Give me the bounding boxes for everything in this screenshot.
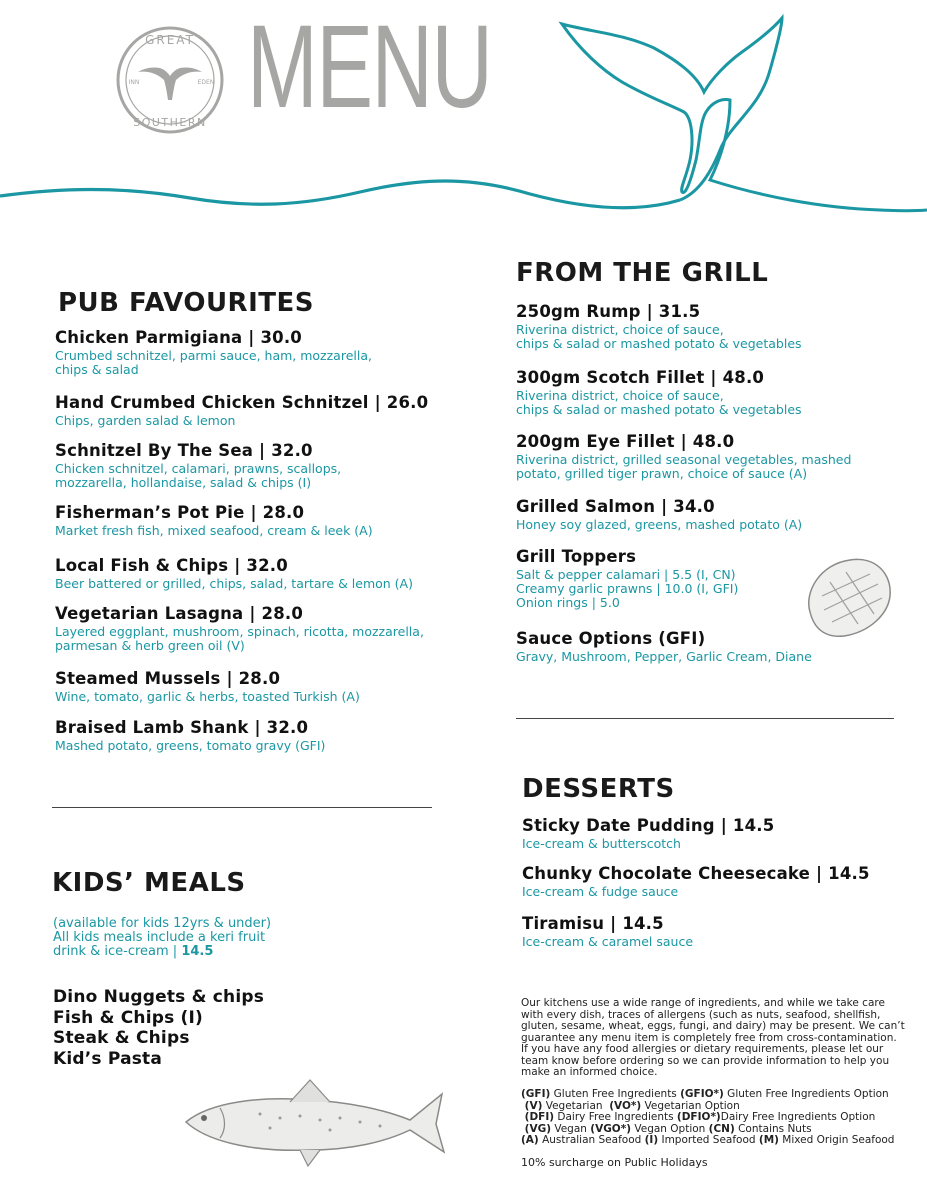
grill-item-description-line: Gravy, Mushroom, Pepper, Garlic Cream, Diane	[516, 649, 812, 664]
pub-item-name: Local Fish & Chips | 32.0	[55, 556, 288, 575]
pub-item-description-line: parmesan & herb green oil (V)	[55, 638, 245, 653]
grill-item	[516, 547, 738, 610]
steak-illustration	[800, 552, 896, 642]
divider-right	[516, 718, 894, 719]
pub-item-name: Vegetarian Lasagna | 28.0	[55, 604, 304, 623]
kids-item: Fish & Chips (I)	[53, 1007, 203, 1028]
legend-text: Vegan	[551, 1122, 591, 1135]
menu-title: MENU	[247, 1, 492, 133]
kids-item: Kid’s Pasta	[53, 1048, 163, 1069]
legend-code: (GFIO*)	[680, 1088, 724, 1100]
pub-item-description	[55, 690, 360, 704]
grill-item-description-line: Onion rings | 5.0	[516, 595, 620, 610]
disclaimer-line: If you have any food allergies or dietary requirements, please let our	[521, 1043, 884, 1055]
dessert-item	[522, 914, 693, 949]
whale-tail-icon	[0, 0, 927, 240]
legend-text: Vegetarian	[542, 1099, 610, 1112]
grill-item-description	[516, 323, 802, 351]
disclaimer-line: guarantee any menu item is completely free from cross-contamination.	[521, 1031, 897, 1044]
pub-item-name: Steamed Mussels | 28.0	[55, 669, 281, 688]
grill-item	[516, 497, 802, 532]
legend-code: (VGO*)	[590, 1122, 632, 1135]
pub-item-name: Schnitzel By The Sea | 32.0	[55, 441, 313, 460]
legend-text: Gluten Free Ingredients Option	[723, 1088, 889, 1100]
legend-text: Vegan Option	[631, 1122, 709, 1135]
fish-illustration	[180, 1072, 450, 1172]
dessert-item-name: Chunky Chocolate Cheesecake | 14.5	[522, 864, 870, 883]
grill-item-name: Sauce Options (GFI)	[516, 629, 706, 648]
disclaimer-line: with every dish, traces of allergens (such as nuts, seafood, shellfish,	[521, 1008, 881, 1021]
dessert-item-description	[522, 885, 870, 899]
pub-item-name: Fisherman’s Pot Pie | 28.0	[55, 503, 305, 522]
legend-text: Gluten Free Ingredients	[550, 1088, 681, 1100]
legend-line	[521, 1135, 894, 1147]
legend-text: Imported Seafood	[658, 1134, 759, 1146]
pub-item-name: Chicken Parmigiana | 30.0	[55, 328, 302, 347]
pub-item-description-line: Mashed potato, greens, tomato gravy (GFI)	[55, 738, 326, 753]
grill-item-description-line: Riverina district, grilled seasonal vegetables, mashed	[516, 452, 852, 467]
grill-item-name: 300gm Scotch Fillet | 48.0	[516, 368, 765, 387]
dessert-item	[522, 816, 774, 851]
legend-code: (VO*)	[609, 1099, 642, 1112]
logo-text-bottom: SOUTHERN	[133, 116, 207, 129]
grill-item-description-line: potato, grilled tiger prawn, choice of sauce (A)	[516, 466, 808, 481]
grill-item-description-line: Honey soy glazed, greens, mashed potato (A)	[516, 517, 803, 532]
grill-item-name: Grilled Salmon | 34.0	[516, 497, 715, 516]
legend-text: Vegetarian Option	[641, 1099, 740, 1112]
grill-item	[516, 368, 802, 417]
dessert-item-description-line: Ice-cream & fudge sauce	[522, 884, 679, 899]
pub-item	[55, 669, 360, 704]
grill-item-description-line: chips & salad or mashed potato & vegetables	[516, 336, 802, 351]
pub-item-description	[55, 577, 413, 591]
pub-item	[55, 503, 373, 538]
kids-item: Steak & Chips	[53, 1028, 190, 1048]
pub-item-description	[55, 625, 424, 653]
divider-left	[52, 807, 432, 808]
dessert-item-name: Sticky Date Pudding | 14.5	[522, 816, 775, 835]
dessert-item-description	[522, 837, 774, 851]
kids-note-line-3: drink & ice-cream | 14.5	[53, 944, 214, 959]
legend-text: Australian Seafood	[538, 1134, 645, 1146]
pub-item	[55, 718, 325, 753]
logo-text-top: GREAT	[145, 33, 195, 47]
grill-item	[516, 432, 851, 481]
legend-code: (V)	[521, 1099, 543, 1112]
pub-item-name: Hand Crumbed Chicken Schnitzel | 26.0	[55, 393, 429, 412]
pub-item	[55, 441, 341, 490]
pub-favourites-title: PUB FAVOURITES	[58, 288, 314, 318]
logo-text-right: EDEN	[197, 79, 215, 86]
grill-item-description-line: chips & salad or mashed potato & vegetables	[516, 402, 802, 417]
legend-code: (CN)	[708, 1122, 735, 1135]
grill-item-name: Grill Toppers	[516, 547, 637, 566]
pub-item-description	[55, 462, 341, 490]
from-the-grill-title: FROM THE GRILL	[516, 258, 769, 288]
grill-item-description-line: Riverina district, choice of sauce,	[516, 322, 724, 337]
grill-item-description	[516, 389, 802, 417]
dessert-item-description	[522, 935, 693, 949]
pub-item-description-line: Layered eggplant, mushroom, spinach, ricotta, mozzarella,	[55, 624, 424, 639]
legend-code: (I)	[644, 1134, 659, 1146]
pub-item-description-line: chips & salad	[55, 362, 139, 377]
grill-item	[516, 629, 812, 664]
grill-item-name: 250gm Rump | 31.5	[516, 302, 701, 321]
pub-item-name: Braised Lamb Shank | 32.0	[55, 718, 309, 737]
legend-code: (DFI)	[521, 1111, 555, 1123]
dessert-item	[522, 864, 870, 899]
grill-item-description	[516, 518, 802, 532]
pub-item-description-line: Crumbed schnitzel, parmi sauce, ham, mozzarella,	[55, 348, 372, 363]
kids-price: 14.5	[181, 944, 214, 959]
grill-item-description-line: Riverina district, choice of sauce,	[516, 388, 724, 403]
pub-item	[55, 393, 428, 428]
kids-item: Dino Nuggets & chips	[53, 987, 265, 1007]
pub-item-description	[55, 524, 373, 538]
pub-item	[55, 604, 424, 653]
pub-item-description-line: Chicken schnitzel, calamari, prawns, scallops,	[55, 461, 342, 476]
legend-code: (GFI)	[521, 1088, 551, 1100]
disclaimer-line: Our kitchens use a wide range of ingredients, and while we take care	[521, 997, 885, 1009]
kids-note-line-2: All kids meals include a keri fruit	[53, 930, 266, 945]
pub-item-description	[55, 739, 325, 753]
surcharge-note: 10% surcharge on Public Holidays	[521, 1156, 708, 1169]
dessert-item-name: Tiramisu | 14.5	[522, 914, 664, 933]
legend-text: Dairy Free Ingredients Option	[720, 1111, 876, 1123]
pub-item-description-line: Beer battered or grilled, chips, salad, tartare & lemon (A)	[55, 576, 413, 591]
pub-item	[55, 328, 372, 377]
kids-meals-list	[53, 987, 264, 1069]
grill-item-name: 200gm Eye Fillet | 48.0	[516, 432, 735, 451]
legend-text: Dairy Free Ingredients	[554, 1111, 677, 1123]
logo-text-left: INN	[128, 79, 140, 86]
dessert-item-description-line: Ice-cream & caramel sauce	[522, 934, 694, 949]
pub-item	[55, 556, 413, 591]
dessert-item-description-line: Ice-cream & butterscotch	[522, 836, 681, 851]
legend-text: Contains Nuts	[734, 1122, 812, 1135]
desserts-title: DESSERTS	[522, 774, 675, 804]
disclaimer-line: gluten, sesame, wheat, eggs, fungi, and dairy) may be present. We can’t	[521, 1020, 905, 1032]
kids-meals-note	[53, 917, 271, 959]
pub-item-description	[55, 414, 428, 428]
grill-item-description-line: Salt & pepper calamari | 5.5 (I, CN)	[516, 567, 736, 582]
grill-item-description	[516, 453, 851, 481]
pub-item-description	[55, 349, 372, 377]
dietary-legend	[521, 1089, 894, 1147]
pub-item-description-line: mozzarella, hollandaise, salad & chips (I)	[55, 475, 312, 490]
kids-meals-title: KIDS’ MEALS	[52, 868, 246, 898]
grill-item-description	[516, 568, 738, 610]
legend-code: (M)	[758, 1134, 779, 1146]
grill-item	[516, 302, 802, 351]
legend-code: (A)	[521, 1134, 539, 1146]
grill-item-description	[516, 650, 812, 664]
pub-item-description-line: Wine, tomato, garlic & herbs, toasted Turkish (A)	[55, 689, 360, 704]
disclaimer-line: make an informed choice.	[521, 1066, 658, 1078]
legend-code: (DFIO*)	[676, 1111, 721, 1123]
kids-note-line-1: (available for kids 12yrs & under)	[53, 916, 272, 931]
grill-item-description-line: Creamy garlic prawns | 10.0 (I, GFI)	[516, 581, 739, 596]
legend-code: (VG)	[521, 1122, 551, 1135]
legend-text: Mixed Origin Seafood	[778, 1134, 895, 1146]
allergen-disclaimer	[521, 998, 905, 1079]
pub-item-description-line: Market fresh fish, mixed seafood, cream & leek (A)	[55, 523, 373, 538]
pub-item-description-line: Chips, garden salad & lemon	[55, 413, 236, 428]
disclaimer-line: team know before ordering so we can provide information to help you	[521, 1054, 890, 1067]
